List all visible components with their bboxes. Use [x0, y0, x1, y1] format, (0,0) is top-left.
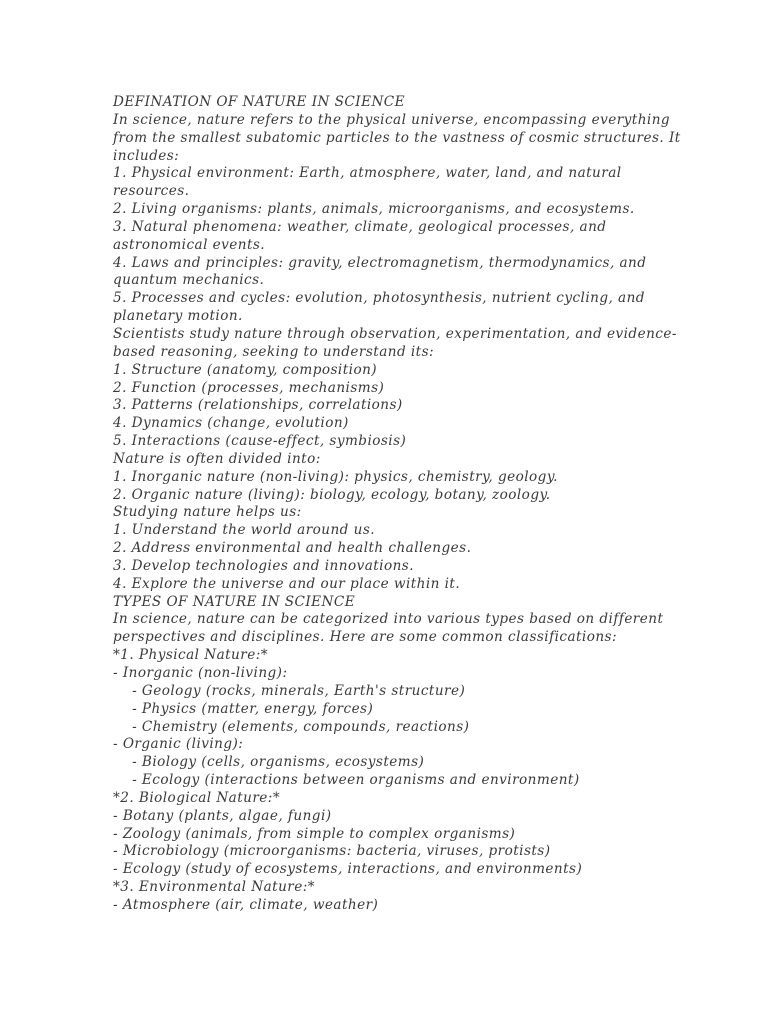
list-item: astronomical events. — [113, 236, 266, 253]
list-item: 4. Laws and principles: gravity, electromagnetism, thermodynamics, and — [113, 254, 647, 271]
list-item: 3. Natural phenomena: weather, climate, geological processes, and — [113, 218, 607, 235]
list-item: 2. Living organisms: plants, animals, microorganisms, and ecosystems. — [113, 201, 635, 218]
list-item: - Botany (plants, algae, fungi) — [113, 807, 332, 824]
list-item: - Ecology (study of ecosystems, interactions, and environments) — [113, 861, 583, 878]
list-item: - Organic (living): — [113, 736, 244, 753]
list-item: - Zoology (animals, from simple to complex organisms) — [113, 825, 516, 842]
list-item: 2. Address environmental and health challenges. — [113, 540, 472, 557]
subheading-physical-nature: *1. Physical Nature:* — [113, 647, 268, 664]
list-item: 5. Processes and cycles: evolution, photosynthesis, nutrient cycling, and — [113, 290, 645, 307]
list-item: 2. Organic nature (living): biology, ecology, botany, zoology. — [113, 486, 551, 503]
list-item: 3. Develop technologies and innovations. — [113, 557, 415, 574]
paragraph-line: Scientists study nature through observation, experimentation, and evidence- — [113, 325, 677, 342]
paragraph-line: based reasoning, seeking to understand its: — [113, 343, 435, 360]
paragraph-line: includes: — [113, 147, 180, 164]
nested-list-item: - Chemistry (elements, compounds, reactions) — [113, 718, 470, 735]
list-item: 5. Interactions (cause-effect, symbiosis) — [113, 433, 407, 450]
paragraph-line: In science, nature refers to the physical universe, encompassing everything — [113, 111, 671, 128]
paragraph-line: In science, nature can be categorized into various types based on different — [113, 611, 664, 628]
list-item: - Atmosphere (air, climate, weather) — [113, 896, 379, 913]
list-item: resources. — [113, 183, 190, 200]
list-item: planetary motion. — [113, 308, 243, 325]
subheading-biological-nature: *2. Biological Nature:* — [113, 789, 281, 806]
list-item: quantum mechanics. — [113, 272, 265, 289]
list-item: 1. Physical environment: Earth, atmosphere, water, land, and natural — [113, 165, 622, 182]
nested-list-item: - Geology (rocks, minerals, Earth's structure) — [113, 682, 466, 699]
list-item: 1. Structure (anatomy, composition) — [113, 361, 378, 378]
list-item: 4. Explore the universe and our place within it. — [113, 575, 461, 592]
list-item: - Microbiology (microorganisms: bacteria, viruses, protists) — [113, 843, 551, 860]
nested-list-item: - Biology (cells, organisms, ecosystems) — [113, 754, 425, 771]
heading-definition: DEFINATION OF NATURE IN SCIENCE — [113, 94, 406, 110]
list-item: 2. Function (processes, mechanisms) — [113, 379, 385, 396]
document-text — [113, 94, 681, 915]
nested-list-item: - Physics (matter, energy, forces) — [113, 700, 374, 717]
heading-types: TYPES OF NATURE IN SCIENCE — [113, 593, 356, 610]
subheading-environmental-nature: *3. Environmental Nature:* — [113, 879, 315, 896]
list-item: 1. Inorganic nature (non-living): physics, chemistry, geology. — [113, 468, 558, 485]
paragraph-line: from the smallest subatomic particles to the vastness of cosmic structures. It — [113, 129, 681, 146]
nested-list-item: - Ecology (interactions between organisms and environment) — [113, 772, 580, 789]
list-item: 3. Patterns (relationships, correlations) — [113, 397, 403, 414]
list-item: - Inorganic (non-living): — [113, 665, 288, 681]
paragraph-line: Nature is often divided into: — [113, 450, 321, 467]
paragraph-line: Studying nature helps us: — [113, 504, 302, 521]
paragraph-line: perspectives and disciplines. Here are some common classifications: — [113, 629, 617, 646]
list-item: 1. Understand the world around us. — [113, 522, 376, 539]
list-item: 4. Dynamics (change, evolution) — [113, 415, 349, 432]
